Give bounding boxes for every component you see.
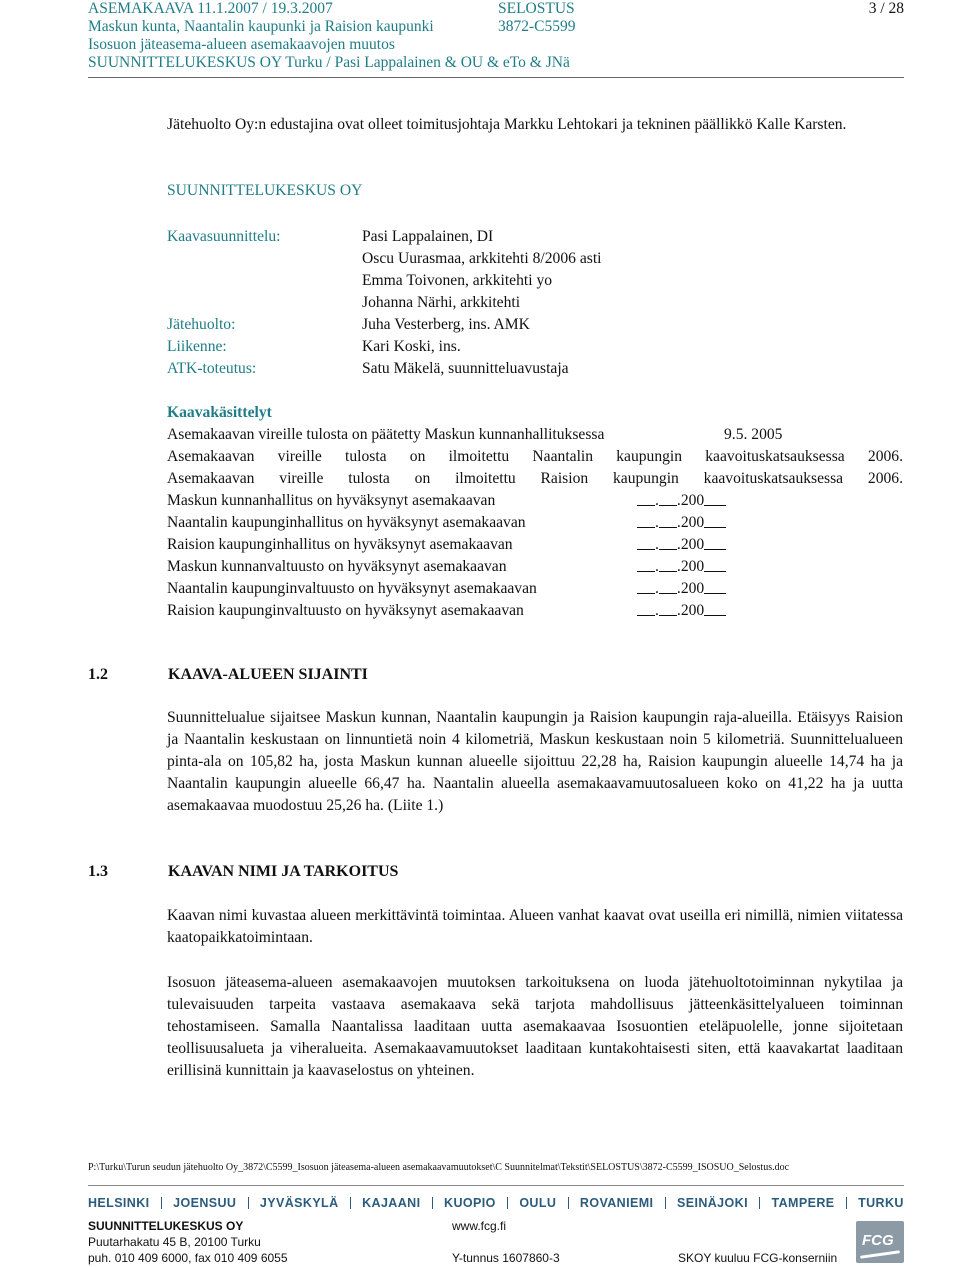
author-line: SUUNNITTELUKESKUS OY Turku / Pasi Lappalainen & OU & eTo & JNä [88,54,570,71]
city-0: HELSINKI [88,1196,150,1210]
approval-label: Raision kaupunginhallitus on hyväksynyt asemakaavan [167,536,513,553]
staff-role [167,248,362,270]
processing-section [167,402,903,622]
staff-row [167,358,601,380]
page-number: 3 / 28 [868,0,904,17]
intro-paragraph: Jätehuolto Oy:n edustajina ovat olleet toimitusjohtaja Markku Lehtokari ja tekninen päällikkö Kalle Karsten. [167,116,847,133]
approval-year: 200 [680,602,705,619]
staff-role [167,292,362,314]
section-heading-1-3 [88,863,398,881]
city-separator [665,1197,666,1209]
approval-row: Raision kaupunginhallitus on hyväksynyt asemakaavan . . 200 [167,534,903,556]
section-1-3-paragraph-1: Kaavan nimi kuvastaa alueen merkittävintä toimintaa. Alueen vanhat kaavat ovat useilla eri nimillä, nimien viitatessa kaatopaikkatoimintaan. [167,907,903,946]
footer-divider [88,1185,904,1186]
office-cities [88,1196,904,1210]
city-separator [846,1197,847,1209]
staff-role: Liikenne: [167,338,227,355]
city-separator [568,1197,569,1209]
project-code: 3872-C5599 [498,18,576,35]
approval-label: Raision kaupunginvaltuusto on hyväksynyt asemakaavan [167,602,524,619]
city-separator [161,1197,162,1209]
approval-label: Naantalin kaupunginhallitus on hyväksynyt asemakaavan [167,514,526,531]
staff-row [167,248,601,270]
processing-line: Asemakaavan vireille tulosta on ilmoitettu Naantalin kaupungin kaavoituskatsauksessa 2006. [167,448,903,465]
approval-label: Maskun kunnanhallitus on hyväksynyt asemakaavan [167,492,496,509]
section-heading-1-2 [88,666,368,684]
staff-row [167,336,601,358]
processing-line [167,424,903,446]
city-separator [350,1197,351,1209]
staff-role: Jätehuolto: [167,316,236,333]
section-title: KAAVA-ALUEEN SIJAINTI [168,666,368,683]
section-number: 1.3 [88,863,108,880]
city-8: TAMPERE [771,1196,835,1210]
fcg-logo [856,1221,904,1263]
staff-name: Oscu Uurasmaa, arkkitehti 8/2006 asti [362,250,602,267]
footer-mid [452,1218,560,1266]
staff-row [167,314,601,336]
project-title: Isosuon jäteasema-alueen asemakaavojen muutos [88,36,395,53]
footer-ytunnus: Y-tunnus 1607860-3 [452,1251,560,1265]
approval-row: Maskun kunnanhallitus on hyväksynyt asemakaavan . . 200 [167,490,903,512]
approval-year: 200 [680,558,705,575]
processing-heading: Kaavakäsittelyt [167,404,272,421]
approval-row: Maskun kunnanvaltuusto on hyväksynyt asemakaavan . . 200 [167,556,903,578]
approval-year: 200 [680,514,705,531]
staff-name: Juha Vesterberg, ins. AMK [362,316,530,333]
city-5: OULU [519,1196,557,1210]
approval-year: 200 [680,492,705,509]
city-separator [507,1197,508,1209]
footer-phone: puh. 010 409 6000, fax 010 409 6055 [88,1251,288,1265]
footer-owner: SKOY kuuluu FCG-konserniin [678,1251,838,1265]
processing-line: Asemakaavan vireille tulosta on ilmoitettu Raision kaupungin kaavoituskatsauksessa 2006. [167,470,903,487]
staff-row [167,270,601,292]
approval-year: 200 [680,580,705,597]
city-1: JOENSUU [173,1196,237,1210]
footer-company: SUUNNITTELUKESKUS OY [88,1219,244,1233]
footer-web[interactable]: www.fcg.fi [452,1219,507,1233]
staff-role: Kaavasuunnittelu: [167,228,281,245]
section-1-2-paragraph: Suunnittelualue sijaitsee Maskun kunnan, Naantalin kaupungin ja Raision kaupungin raja-alueilla. Etäisyys Raision ja Naantalin keskustaan on linnuntietä noin 4 kilometriä, Maskun keskustaan noin 5 kilometriä. Suunnittelualueen pinta-ala on 105,82 ha, josta Maskun kunnan alueelle sijoittuu 22,28 ha, Raision kaupungin alueelle 14,74 ha ja Naantalin kaupungin alueelle 66,47 ha. Naantalin alueella asemakaavamuutosalueen koko on 41,22 ha ja uutta asemakaavaa muodostuu 25,26 ha. (Liite 1.) [167,709,903,814]
document-type: ASEMAKAAVA [88,0,198,17]
city-separator [759,1197,760,1209]
logo-text: FCG [862,1232,894,1249]
city-3: KAJAANI [362,1196,421,1210]
staff-row [167,292,601,314]
page-header [88,0,904,72]
staff-name: Kari Koski, ins. [362,338,461,355]
document-dates: 11.1.2007 / 19.3.2007 [197,0,333,17]
approval-row: Raision kaupunginvaltuusto on hyväksynyt asemakaavan . . 200 [167,600,903,622]
staff-list [167,226,601,380]
city-separator [432,1197,433,1209]
document-kind: SELOSTUS [498,0,575,17]
staff-name: Satu Mäkelä, suunnitteluavustaja [362,360,569,377]
staff-name: Emma Toivonen, arkkitehti yo [362,272,553,289]
header-divider [88,77,904,78]
municipalities: Maskun kunta, Naantalin kaupunki ja Raision kaupunki [88,18,434,35]
company-contact [88,1218,288,1266]
staff-row [167,226,601,248]
staff-role [167,270,362,292]
approval-year: 200 [680,536,705,553]
approval-row: Naantalin kaupunginvaltuusto on hyväksynyt asemakaavan . . 200 [167,578,903,600]
processing-date: 9.5. 2005 [724,426,783,443]
staff-name: Johanna Närhi, arkkitehti [362,294,521,311]
processing-text: Asemakaavan vireille tulosta on päätetty Maskun kunnanhallituksessa [167,426,605,443]
approval-row: Naantalin kaupunginhallitus on hyväksynyt asemakaavan . . 200 [167,512,903,534]
city-2: JYVÄSKYLÄ [259,1196,339,1210]
section-1-3-paragraph-2: Isosuon jäteasema-alueen asemakaavojen muutoksen tarkoituksena on luoda jätehuoltotoiminnan nykytilaa ja tulevaisuuden tarpeita vastaava asemakaava sekä tarjota mahdollisuus jätteenkäsittelyalueen toiminnan tehostamiseen. Samalla Naantalissa laaditaan uutta asemakaavaa Isosuontien eteläpuolelle, jonne sijoitetaan teollisuusalueta ja viheralueita. Asemakaavamuutokset laaditaan kuntakohtaisesti siten, että kaavakartat laaditaan erillisinä kunnittain ja kaavaselostus on yhteinen. [167,974,903,1079]
staff-name: Pasi Lappalainen, DI [362,228,494,245]
company-heading: SUUNNITTELUKESKUS OY [167,182,363,199]
city-separator [248,1197,249,1209]
approval-label: Naantalin kaupunginvaltuusto on hyväksynyt asemakaavan [167,580,537,597]
approval-label: Maskun kunnanvaltuusto on hyväksynyt asemakaavan [167,558,507,575]
city-7: SEINÄJOKI [676,1196,748,1210]
section-number: 1.2 [88,666,108,683]
section-title: KAAVAN NIMI JA TARKOITUS [168,863,399,880]
city-9: TURKU [858,1196,904,1210]
city-6: ROVANIEMI [579,1196,654,1210]
staff-role: ATK-toteutus: [167,360,257,377]
city-4: KUOPIO [444,1196,496,1210]
footer-address: Puutarhakatu 45 B, 20100 Turku [88,1235,261,1249]
file-path: P:\Turku\Turun seudun jätehuolto Oy_3872\C5599_Isosuon jäteasema-alueen asemakaavamuutokset\C Suunnitelmat\Tekstit\SELOSTUS\3872-C5599_ISOSUO_Selostus.doc [88,1162,790,1173]
